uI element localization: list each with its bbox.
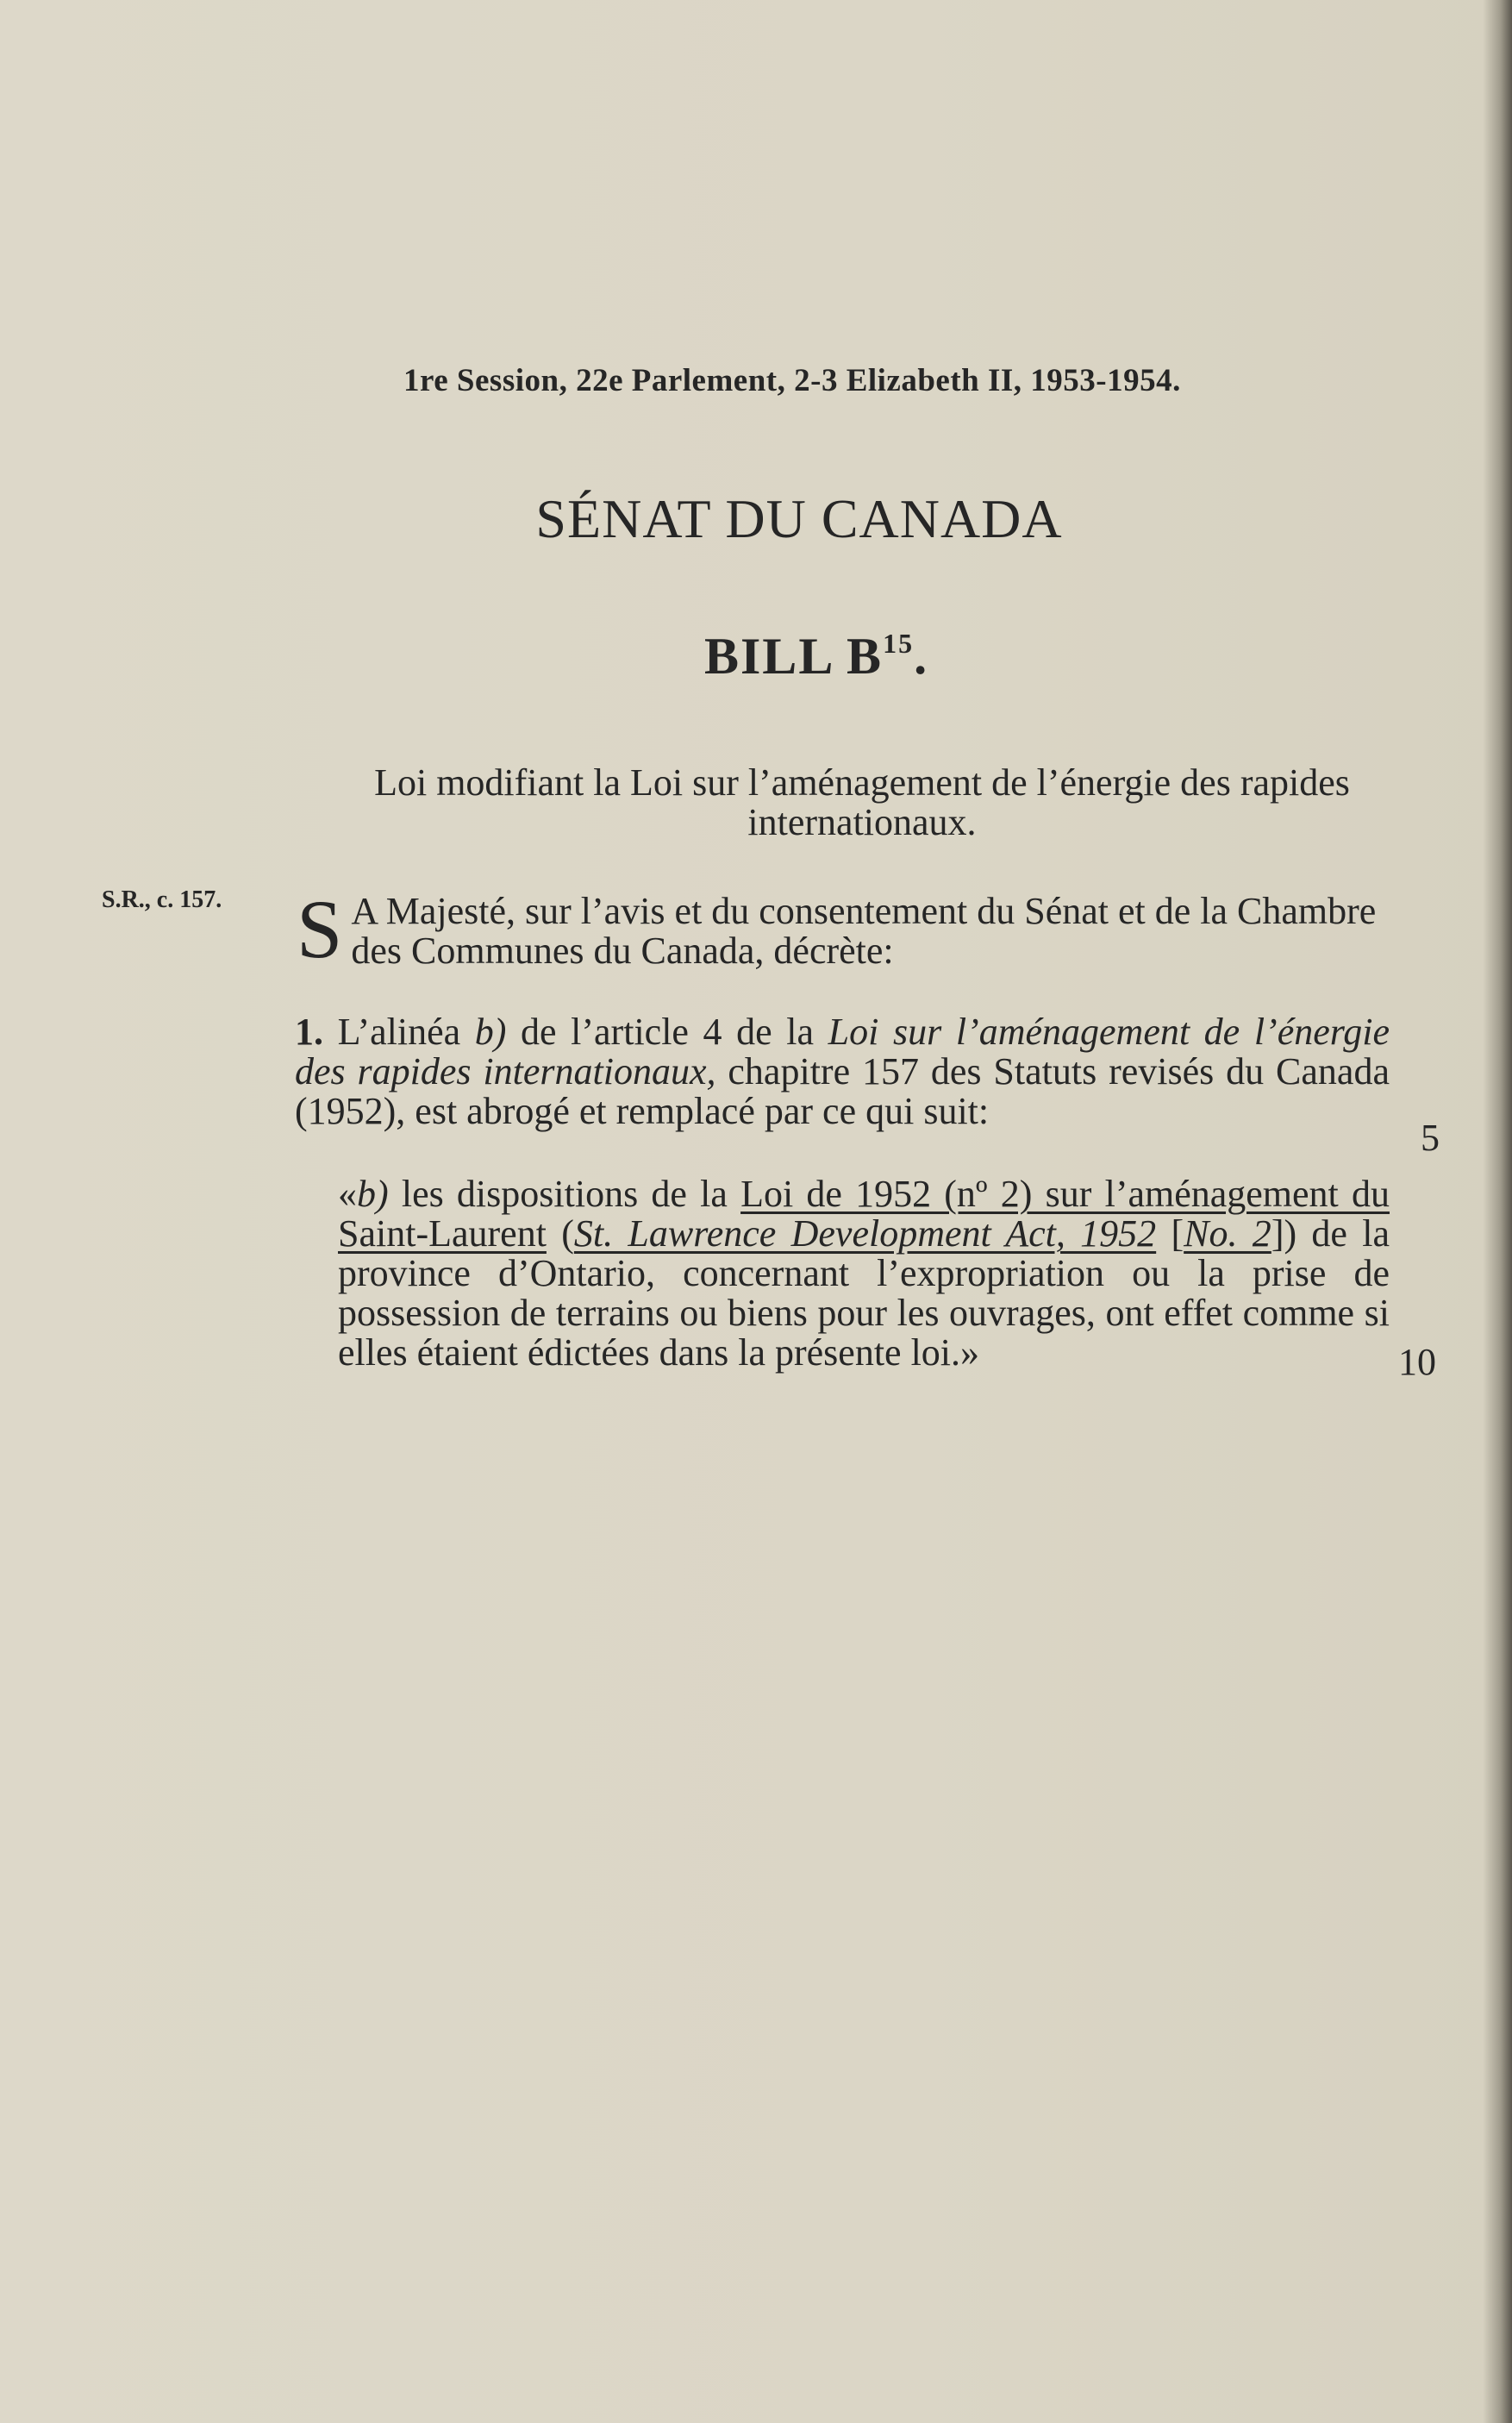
bill-suffix: . — [914, 628, 929, 685]
bill-number — [0, 627, 1512, 686]
paragraph-ref: b) — [474, 1011, 507, 1053]
line-number-10: 10 — [1398, 1341, 1436, 1383]
section-text: L’alinéa — [323, 1011, 475, 1053]
paragraph-text: ( — [546, 1212, 574, 1255]
underlined-english-title: St. Lawrence Development Act, 1952 — [573, 1212, 1157, 1255]
paragraph-text: de la province d’Ontario, concernant l’expropriation ou la prise de possession de terrains ou biens pour les ouvrages, ont effet comme si elles étaient édictées dans la présente loi.» — [338, 1212, 1390, 1374]
enacting-text: A Majesté, sur l’avis et du consentement du Sénat et de la Chambre des Communes du Canada, décrète: — [351, 890, 1377, 972]
section-text: chapitre 157 des Statuts revisés du Canada (1952), est abrogé et remplacé par ce qui suit: — [295, 1050, 1390, 1132]
paragraph-text: ]) — [1271, 1212, 1297, 1255]
paragraph-b — [338, 1174, 1390, 1373]
paragraph-text: [ — [1156, 1212, 1184, 1255]
quote-open: « — [338, 1173, 357, 1215]
chamber-title: SÉNAT DU CANADA — [535, 488, 1063, 549]
underlined-number: No. 2 — [1184, 1212, 1271, 1255]
paragraph-ref: b) — [357, 1173, 389, 1215]
act-name: Loi sur l’aménagement de l’énergie des rapides internationaux, — [295, 1011, 1390, 1093]
enacting-clause — [297, 883, 1391, 975]
section-text: de l’article 4 de la — [506, 1011, 828, 1053]
bill-title: Loi modifiant la Loi sur l’aménagement de l’énergie des rapides internationaux. — [374, 761, 1350, 843]
marginal-note: S.R., c. 157. — [102, 886, 222, 913]
section-number: 1. — [295, 1011, 323, 1053]
section-1 — [295, 1012, 1390, 1131]
bill-superscript: 15 — [883, 628, 915, 659]
underlined-act-name: Loi de 1952 (nº 2) sur l’aménagement du Saint-Laurent — [338, 1173, 1390, 1255]
line-number-5: 5 — [1421, 1117, 1440, 1159]
drop-cap: S — [297, 883, 343, 975]
paragraph-text: les dispositions de la — [388, 1173, 741, 1215]
bill-label: BILL B — [703, 628, 884, 685]
page-edge-shadow — [1483, 0, 1512, 2423]
session-header: 1re Session, 22e Parlement, 2-3 Elizabeth II, 1953-1954. — [403, 363, 1181, 398]
